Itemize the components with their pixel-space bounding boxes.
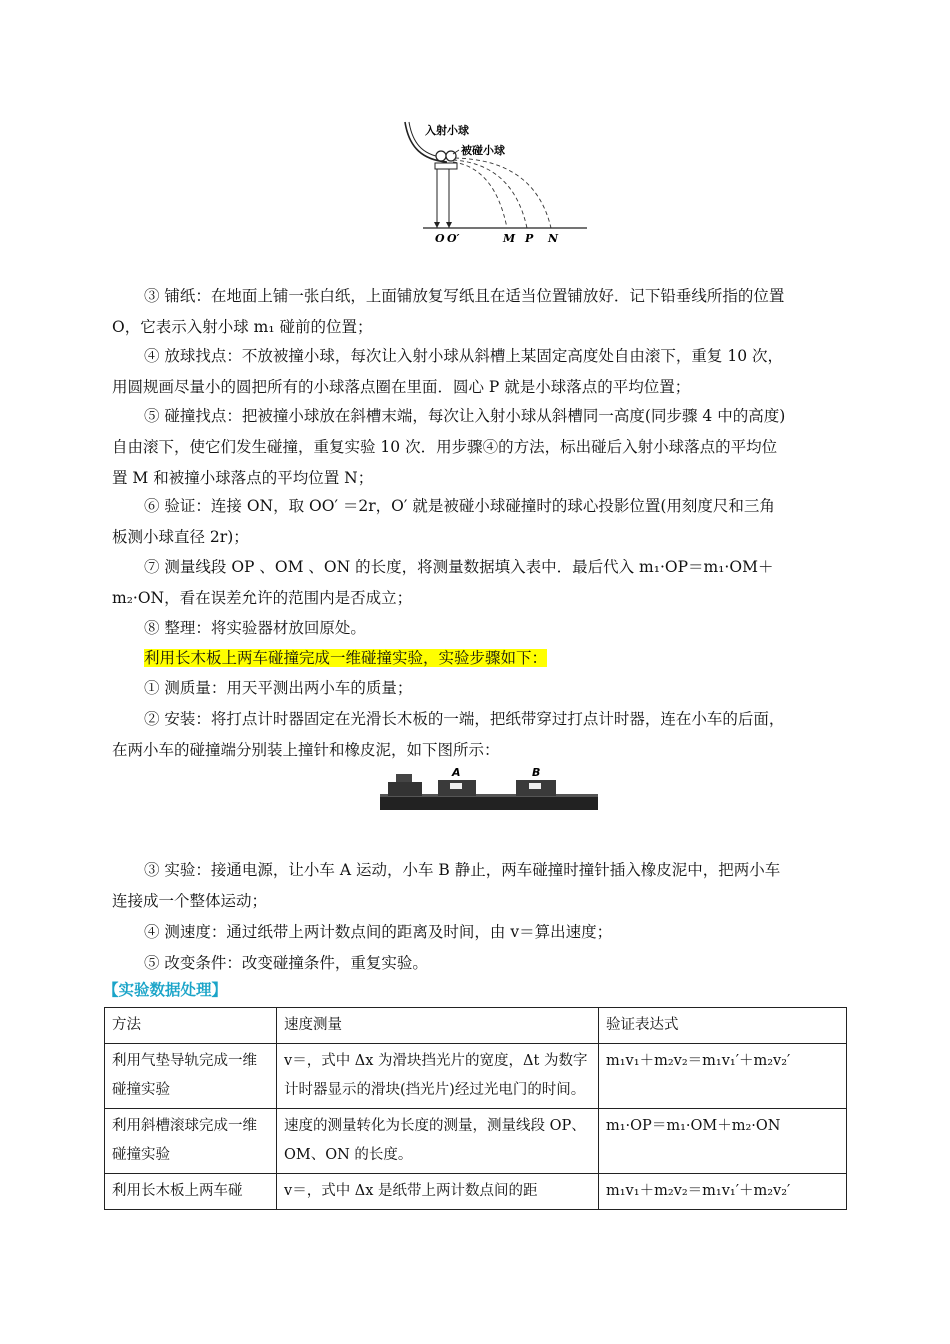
trajectory-p bbox=[453, 160, 527, 228]
text-line: 用圆规画尽量小的圆把所有的小球落点圈在里面．圆心 P 就是小球落点的平均位置； bbox=[112, 378, 691, 396]
text-line: ④ 放球找点：不放被撞小球，每次让入射小球从斜槽上某固定高度处自由滚下，重复 10 次， bbox=[144, 347, 784, 365]
paragraph-step3 bbox=[112, 281, 838, 343]
text-line: 连接成一个整体运动； bbox=[112, 892, 268, 910]
table-row bbox=[105, 1109, 847, 1174]
paragraph-step8 bbox=[112, 613, 838, 644]
text-line: ③ 铺纸：在地面上铺一张白纸，上面铺放复写纸且在适当位置铺放好．记下铅垂线所指的位置 bbox=[144, 287, 785, 305]
label-cart-a: A bbox=[452, 766, 461, 779]
cart-steps-continued bbox=[112, 855, 838, 979]
text-line: m₂·ON，看在误差允许的范围内是否成立； bbox=[112, 589, 413, 607]
text-line: ⑦ 测量线段 OP 、OM 、ON 的长度，将测量数据填入表中．最后代入 m₁·OP＝m₁·OM＋ bbox=[144, 558, 774, 576]
label-cart-b: B bbox=[532, 766, 541, 779]
table-cell: 速度的测量转化为长度的测量，测量线段 OP、OM、ON 的长度。 bbox=[277, 1109, 599, 1174]
text-line: 板测小球直径 2r)； bbox=[112, 528, 249, 546]
paragraph-step6 bbox=[112, 491, 838, 553]
point-o: O bbox=[435, 232, 445, 245]
table-cell: v＝，式中 Δx 是纸带上两计数点间的距 bbox=[277, 1174, 599, 1210]
text-line: 自由滚下，使它们发生碰撞，重复实验 10 次．用步骤④的方法，标出碰后入射小球落点的平均位 bbox=[112, 438, 778, 456]
label-target-ball: 被碰小球 bbox=[461, 144, 505, 157]
table-cell: m₁v₁＋m₂v₂＝m₁v₁′＋m₂v₂′ bbox=[599, 1044, 847, 1109]
text-line: 置 M 和被撞小球落点的平均位置 N； bbox=[112, 469, 374, 487]
table-cell: m₁v₁＋m₂v₂＝m₁v₁′＋m₂v₂′ bbox=[599, 1174, 847, 1210]
paragraph-step7 bbox=[112, 552, 838, 614]
table-cell: m₁·OP＝m₁·OM＋m₂·ON bbox=[599, 1109, 847, 1174]
table-header: 验证表达式 bbox=[599, 1008, 847, 1044]
table-header-row bbox=[105, 1008, 847, 1044]
text-line: 在两小车的碰撞端分别装上撞针和橡皮泥，如下图所示： bbox=[112, 741, 500, 759]
text-line: ⑥ 验证：连接 ON，取 OO′ ＝2r，O′ 就是被碰小球碰撞时的球心投影位置(用刻度尺和三角 bbox=[144, 497, 775, 515]
table-cell: 利用斜槽滚球完成一维碰撞实验 bbox=[105, 1109, 277, 1174]
trajectory-n bbox=[455, 158, 551, 228]
section-title: 【实验数据处理】 bbox=[103, 980, 228, 999]
data-processing-table bbox=[104, 1007, 847, 1210]
table-cell: 利用长木板上两车碰 bbox=[105, 1174, 277, 1210]
point-o-prime: O′ bbox=[447, 232, 460, 245]
text-line: ④ 测速度：通过纸带上两计数点间的距离及时间，由 v＝算出速度； bbox=[144, 923, 613, 941]
text-line: ③ 实验：接通电源，让小车 A 运动，小车 B 静止，两车碰撞时撞针插入橡皮泥中，把两小车 bbox=[144, 861, 781, 879]
point-n: N bbox=[548, 232, 559, 245]
text-line: ⑧ 整理：将实验器材放回原处。 bbox=[144, 619, 366, 637]
table-cell: 利用气垫导轨完成一维碰撞实验 bbox=[105, 1044, 277, 1109]
table-cell: v＝，式中 Δx 为滑块挡光片的宽度，Δt 为数字计时器显示的滑块(挡光片)经过光电门的时间。 bbox=[277, 1044, 599, 1109]
paragraph-highlight bbox=[112, 643, 838, 674]
table-row bbox=[105, 1044, 847, 1109]
table-header: 方法 bbox=[105, 1008, 277, 1044]
table-header: 速度测量 bbox=[277, 1008, 599, 1044]
text-line: O，它表示入射小球 m₁ 碰前的位置； bbox=[112, 318, 373, 336]
highlighted-heading: 利用长木板上两车碰撞完成一维碰撞实验，实验步骤如下： bbox=[144, 649, 548, 667]
label-incident-ball: 入射小球 bbox=[425, 124, 469, 137]
paragraph-step4 bbox=[112, 341, 838, 403]
timer bbox=[388, 782, 422, 796]
text-line: ⑤ 碰撞找点：把被撞小球放在斜槽末端，每次让入射小球从斜槽同一高度(同步骤 4 中的高度) bbox=[144, 407, 786, 425]
point-m: M bbox=[503, 232, 516, 245]
table-row bbox=[105, 1174, 847, 1210]
target-ball bbox=[446, 151, 456, 161]
carts-on-board-diagram bbox=[378, 764, 600, 818]
incident-ball bbox=[436, 151, 446, 161]
text-line: ⑤ 改变条件：改变碰撞条件，重复实验。 bbox=[144, 954, 428, 972]
text-line: ② 安装：将打点计时器固定在光滑长木板的一端，把纸带穿过打点计时器，连在小车的后面， bbox=[144, 710, 785, 728]
trajectory-m bbox=[453, 162, 507, 228]
collision-apparatus-diagram bbox=[395, 118, 590, 248]
cart-steps bbox=[112, 673, 838, 766]
long-board bbox=[380, 796, 598, 810]
point-p: P bbox=[525, 232, 534, 245]
text-line: ① 测质量：用天平测出两小车的质量； bbox=[144, 679, 413, 697]
paragraph-step5 bbox=[112, 401, 838, 494]
